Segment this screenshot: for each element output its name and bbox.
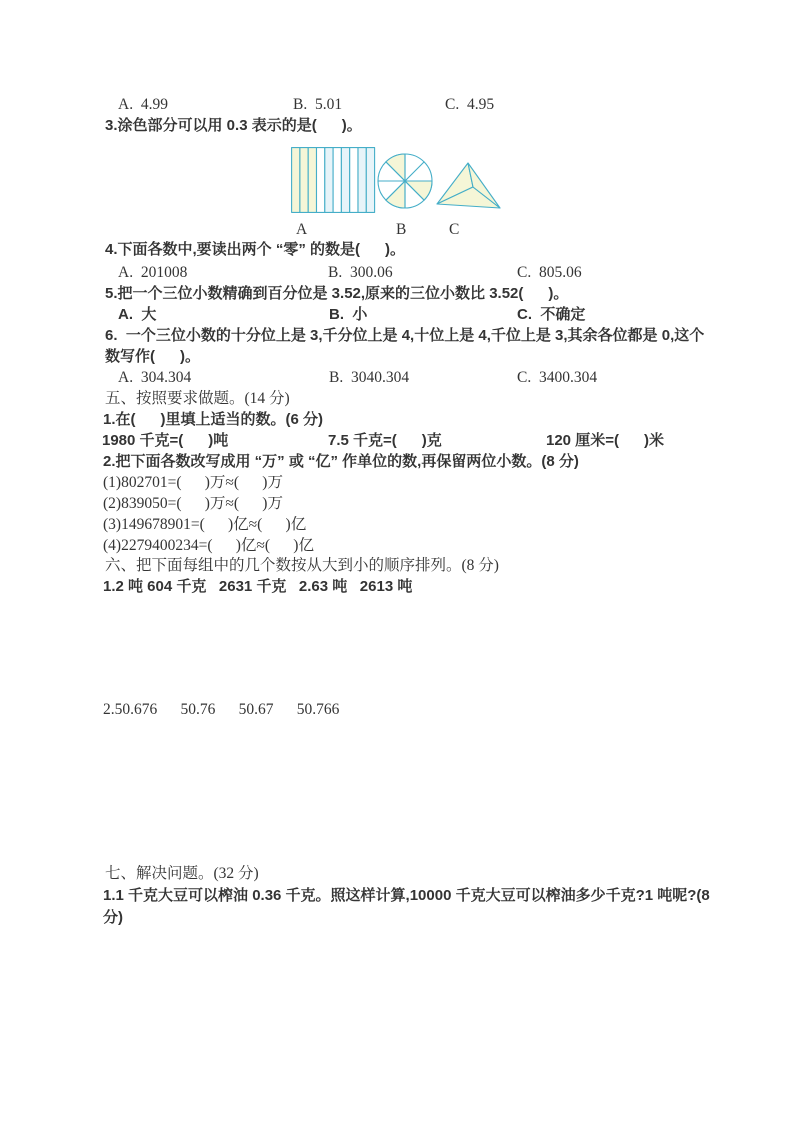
- text-segment: B: [396, 221, 407, 238]
- square-strip: [325, 148, 333, 213]
- text-segment: B. 300.06: [328, 264, 393, 281]
- text-segment: C. 不确定: [517, 306, 586, 323]
- text-segment: B. 3040.304: [329, 369, 410, 386]
- square-strip-shaded: [300, 148, 308, 213]
- text-segment: (3)149678901=( )亿≈( )亿: [103, 516, 307, 533]
- text-segment: 分): [103, 909, 123, 926]
- divided-triangle-figure: [435, 158, 505, 213]
- text-segment: 5.把一个三位小数精确到百分位是 3.52,原来的三位小数比 3.52( )。: [105, 285, 569, 302]
- text-segment: 七、解决问题。(32 分): [105, 865, 259, 882]
- text-segment: A: [296, 221, 308, 238]
- square-strip: [366, 148, 374, 213]
- text-segment: A. 4.99: [118, 96, 168, 113]
- text-segment: C. 4.95: [445, 96, 495, 113]
- text-segment: A. 201008: [118, 264, 188, 281]
- text-segment: 五、按照要求做题。(14 分): [105, 390, 290, 407]
- text-segment: (2)839050=( )万≈( )万: [103, 495, 283, 512]
- square-strip-shaded: [292, 148, 300, 213]
- square-strip: [341, 148, 349, 213]
- square-strips: [292, 148, 375, 213]
- text-segment: 4.下面各数中,要读出两个 “零” 的数是( )。: [105, 241, 406, 258]
- text-segment: 2.把下面各数改写成用 “万” 或 “亿” 作单位的数,再保留两位小数。(8 分): [103, 453, 579, 470]
- text-segment: 2.50.676 50.76 50.67 50.766: [103, 701, 340, 718]
- square-strip: [350, 148, 358, 213]
- text-segment: 1.1 千克大豆可以榨油 0.36 千克。照这样计算,10000 千克大豆可以榨油多少千克?1 吨呢?(8: [103, 887, 710, 904]
- text-segment: 120 厘米=( )米: [546, 432, 664, 449]
- text-segment: 7.5 千克=( )克: [328, 432, 442, 449]
- square-strip: [333, 148, 341, 213]
- text-segment: 1.在( )里填上适当的数。(6 分): [103, 411, 324, 428]
- text-segment: 6. 一个三位小数的十分位上是 3,千分位上是 4,十位上是 4,千位上是 3,其余各位都是 0,这个: [105, 327, 705, 344]
- text-segment: 六、把下面每组中的几个数按从大到小的顺序排列。(8 分): [105, 557, 499, 574]
- text-segment: B. 5.01: [293, 96, 343, 113]
- text-segment: A. 大: [118, 306, 157, 323]
- text-segment: 1980 千克=( )吨: [102, 432, 229, 449]
- pie-circle-figure: [376, 152, 434, 210]
- text-segment: C. 3400.304: [517, 369, 598, 386]
- text-segment: (1)802701=( )万≈( )万: [103, 474, 283, 491]
- square-strip-shaded: [308, 148, 316, 213]
- text-segment: C: [449, 221, 460, 238]
- text-segment: A. 304.304: [118, 369, 192, 386]
- text-segment: 1.2 吨 604 千克 2631 千克 2.63 吨 2613 吨: [103, 578, 413, 595]
- striped-square-figure: [291, 147, 376, 213]
- text-segment: 3.涂色部分可以用 0.3 表示的是( )。: [105, 117, 362, 134]
- text-segment: (4)2279400234=( )亿≈( )亿: [103, 537, 314, 554]
- square-strip: [317, 148, 325, 213]
- text-segment: C. 805.06: [517, 264, 582, 281]
- square-strip: [358, 148, 366, 213]
- text-segment: 数写作( )。: [105, 348, 200, 365]
- text-segment: B. 小: [329, 306, 368, 323]
